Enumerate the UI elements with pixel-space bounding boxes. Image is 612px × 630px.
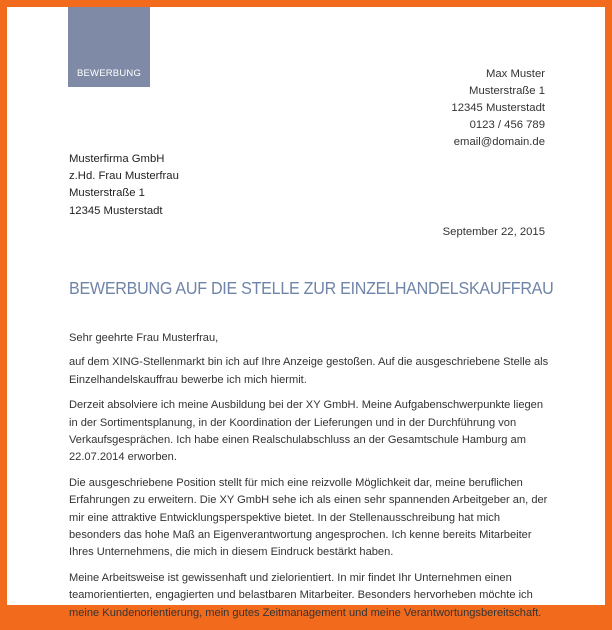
recipient-contact: z.Hd. Frau Musterfrau <box>69 170 179 183</box>
application-tag <box>68 7 150 87</box>
letter-body <box>69 330 549 630</box>
body-paragraph: Derzeit absolviere ich meine Ausbildung bei der XY GmbH. Meine Aufgabenschwerpunkte liegen in der Sortimentsplanung, in der Koordination der Lieferungen und in der Durchführung von Verkaufsgesprächen. Ich habe einen Realschulabschluss an der Gesamtschule Hamburg am 22.07.2014 erworben. <box>69 399 544 464</box>
salutation: Sehr geehrte Frau Musterfrau, <box>69 332 219 344</box>
application-tag-label: BEWERBUNG <box>76 68 142 79</box>
recipient-company: Musterfirma GmbH <box>69 153 165 165</box>
recipient-street: Musterstraße 1 <box>69 187 145 200</box>
sender-street: Musterstraße 1 <box>469 85 545 97</box>
recipient-city: 12345 Musterstadt <box>69 204 163 217</box>
sender-phone: 0123 / 456 789 <box>469 119 545 131</box>
letter-page <box>7 7 605 619</box>
sender-address <box>451 66 545 151</box>
sender-name: Max Muster <box>485 68 545 80</box>
recipient-address <box>69 151 179 220</box>
body-paragraph: auf dem XING-Stellenmarkt bin ich auf Ihre Anzeige gestoßen. Auf die ausgeschriebene Stelle als Einzelhandelskauffrau bewerbe ich mich hiermit. <box>69 356 549 386</box>
sender-city: 12345 Musterstadt <box>451 102 545 114</box>
body-paragraph: Die ausgeschriebene Position stellt für mich eine reizvolle Möglichkeit dar, meine beruflichen Erfahrungen zu erweitern. Die XY GmbH sehe ich als einen sehr spannenden Arbeitgeber an, der mir eine attraktive Entwicklungsperspektive bietet. In der Stellenausschreibung hat mich besonders das hohe Maß an Eigenverantwortung angesprochen. Ich kenne bereits Mitarbeiter Ihres Unternehmens, die mich in diesem Eindruck bestärkt haben. <box>69 476 548 559</box>
body-paragraph: Meine Arbeitsweise ist gewissenhaft und zielorientiert. In mir findet Ihr Unternehmen einen teamorientierten, engagierten und belastbaren Mitarbeiter. Besonders hervorheben möchte ich meine Kundenorientierung, mein gutes Zeitmanagement und meine Verantwortungsbereitschaft. <box>69 571 542 619</box>
sender-email: email@domain.de <box>453 136 545 148</box>
letter-date: September 22, 2015 <box>442 226 545 238</box>
letter-subject: BEWERBUNG AUF DIE STELLE ZUR EINZELHANDELSKAUFFRAU <box>69 278 554 298</box>
